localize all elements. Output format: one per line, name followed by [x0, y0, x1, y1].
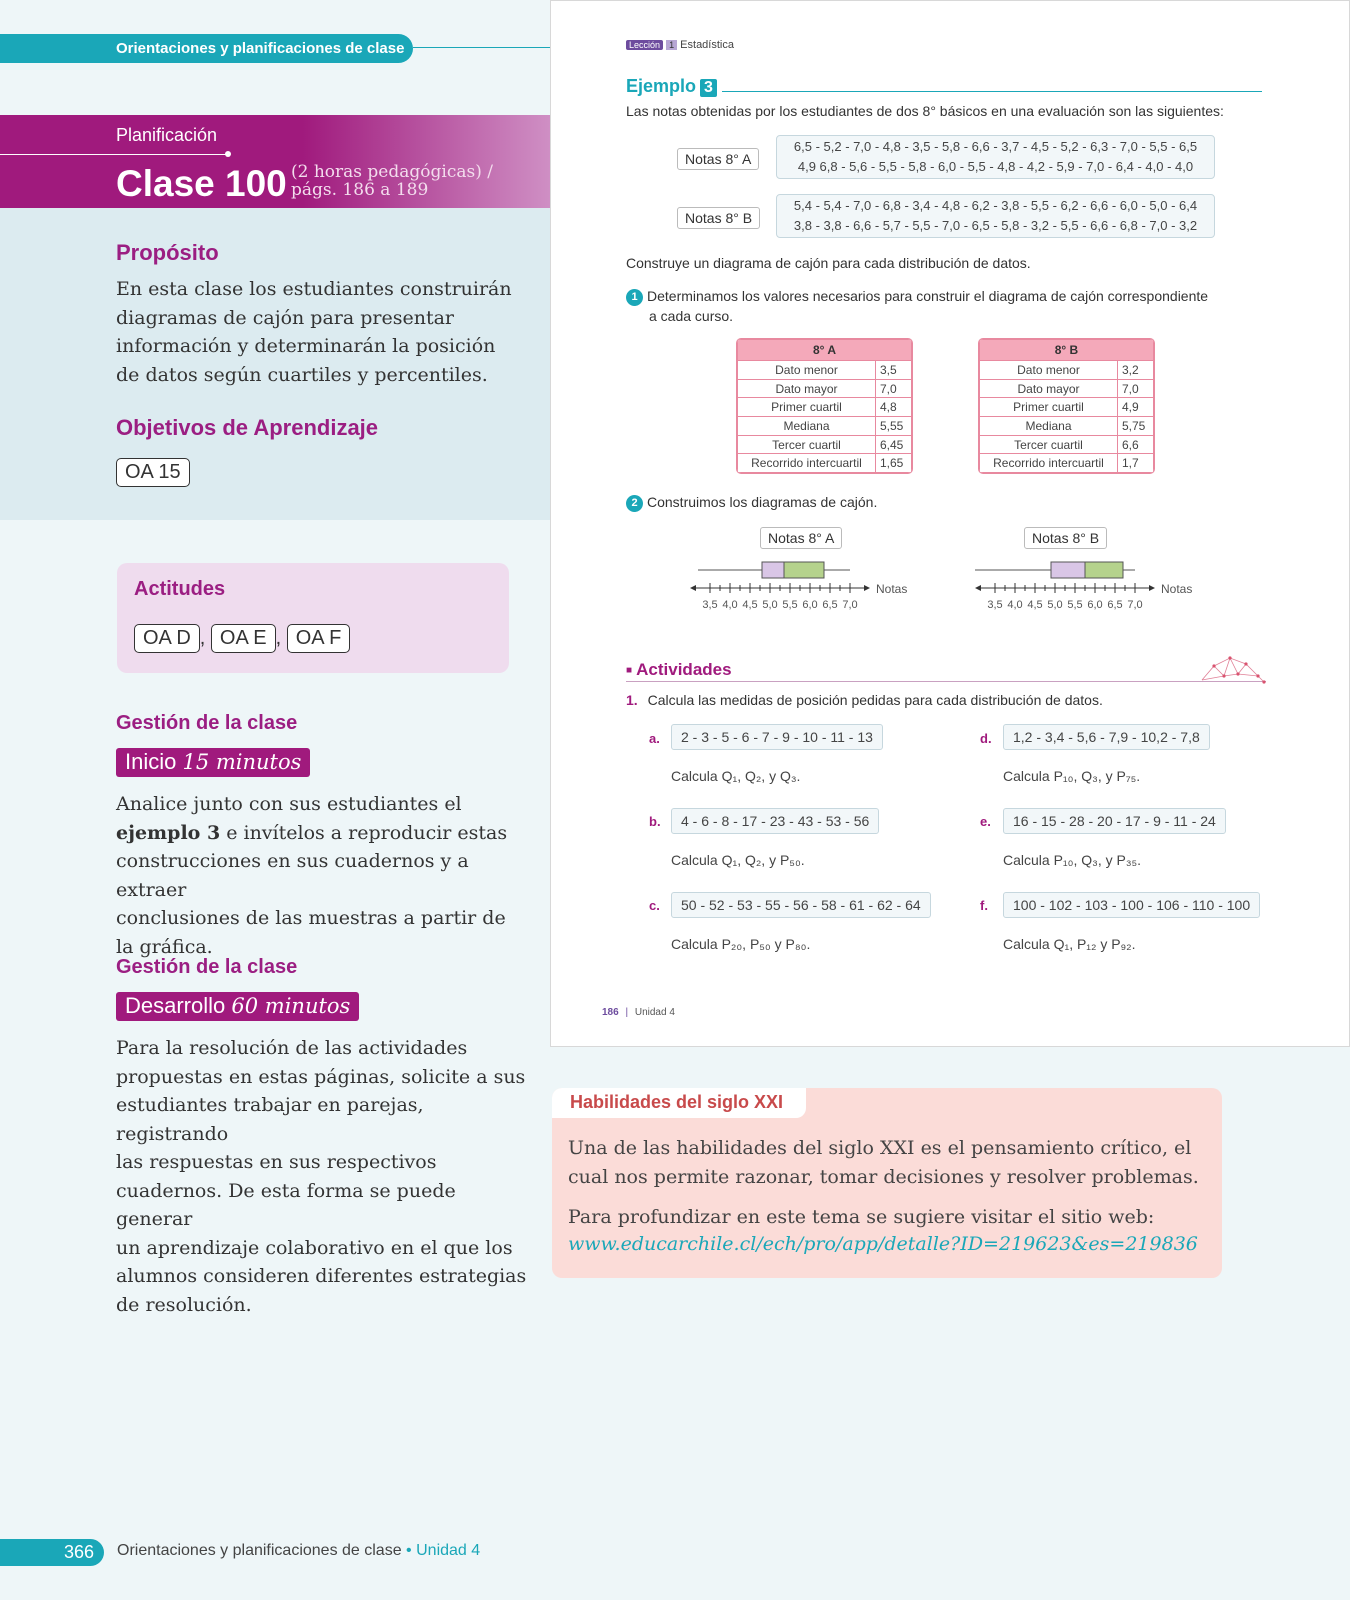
desarrollo-badge: Desarrollo 60 minutos — [116, 992, 359, 1021]
planning-rule — [0, 154, 228, 155]
table-row: Mediana 5,55 — [738, 417, 912, 436]
stats-table-a — [736, 338, 913, 474]
actitudes-list: OA D , OA E , OA F — [134, 624, 350, 653]
oa-badge: OA F — [287, 624, 351, 653]
lesson-breadcrumb: Lección 1 Estadística — [626, 39, 734, 51]
item-letter: c. — [649, 898, 660, 913]
oa-badge: OA E — [211, 624, 276, 653]
notas-a-label: Notas 8° A — [677, 148, 759, 170]
tick-label: 5,5 — [782, 599, 798, 611]
network-decoration-icon — [1200, 654, 1268, 684]
proposito-heading: Propósito — [116, 240, 219, 265]
habilidades-heading: Habilidades del siglo XXI — [570, 1092, 784, 1112]
item-data: 2 - 3 - 5 - 6 - 7 - 9 - 10 - 11 - 13 — [671, 724, 883, 750]
axis-arrow-left — [975, 585, 981, 591]
objetivos-heading: Objetivos de Aprendizaje — [116, 415, 379, 440]
item-letter: e. — [980, 814, 991, 829]
tick-label: 4,5 — [742, 599, 758, 611]
educarchile-link[interactable]: www.educarchile.cl/ech/pro/app/detalle?ID=219623&es=219836 — [568, 1233, 1198, 1255]
table-row: Primer cuartil 4,9 — [980, 398, 1154, 417]
table-row: Dato mayor 7,0 — [738, 379, 912, 398]
table-row: Dato menor 3,5 — [738, 361, 912, 380]
actitudes-heading: Actitudes — [134, 578, 226, 600]
step-1: 1 Determinamos los valores necesarios para construir el diagrama de cajón correspondiente a cada curso. — [626, 286, 1246, 326]
boxplot-a — [680, 550, 950, 620]
boxplot-title-a: Notas 8° A — [760, 527, 842, 549]
box-lower — [762, 562, 784, 578]
table-row: Tercer cuartil 6,45 — [738, 435, 912, 454]
tick-label: 5,0 — [1047, 599, 1063, 611]
tick-label: 4,0 — [1007, 599, 1023, 611]
item-ask: Calcula Q₁, Q₂, y Q₃. — [671, 768, 801, 784]
item-letter: f. — [980, 898, 988, 913]
item-letter: a. — [649, 731, 660, 746]
tick-label: 5,5 — [1067, 599, 1083, 611]
notas-b-data: 5,4 - 5,4 - 7,0 - 6,8 - 3,4 - 4,8 - 6,2 - 3,8 - 5,5 - 6,2 - 6,6 - 6,0 - 5,0 - 6,4 3,8 - 3,8 - 6,6 - 5,7 - 5,5 - 7,0 - 6,5 - 5,8 - 3,2 - 5,5 - 6,6 - 6,8 - 7,0 - 3,2 — [776, 194, 1215, 238]
actividades-rule — [626, 681, 1266, 682]
planning-label: Planificación — [116, 125, 218, 145]
tick-label: 6,5 — [822, 599, 838, 611]
ejemplo-title: Ejemplo 3 — [626, 76, 717, 97]
box-lower — [1051, 562, 1085, 578]
construye-text: Construye un diagrama de cajón para cada distribución de datos. — [626, 255, 1031, 271]
oa-badge: OA D — [134, 624, 200, 653]
step-number: 2 — [626, 495, 643, 512]
step-2: 2 Construimos los diagramas de cajón. — [626, 494, 877, 512]
tick-label: 4,5 — [1027, 599, 1043, 611]
notas-a-data: 6,5 - 5,2 - 7,0 - 4,8 - 3,5 - 5,8 - 6,6 - 3,7 - 4,5 - 5,2 - 6,3 - 7,0 - 5,5 - 6,5 4,9 6,8 - 5,6 - 5,5 - 5,8 - 6,0 - 5,5 - 4,8 - 4,2 - 5,9 - 7,0 - 6,4 - 4,0 - 4,0 — [776, 135, 1215, 179]
table-row: Primer cuartil 4,8 — [738, 398, 912, 417]
axis-arrow-right — [864, 585, 870, 591]
tick-label: 5,0 — [762, 599, 778, 611]
axis-label: Notas — [1161, 582, 1193, 596]
actividades-instruction: 1. Calcula las medidas de posición pedidas para cada distribución de datos. — [626, 692, 1103, 708]
item-ask: Calcula P₁₀, Q₃, y P₃₅. — [1003, 852, 1142, 868]
ejemplo-rule — [722, 91, 1262, 92]
table-row: Dato menor 3,2 — [980, 361, 1154, 380]
gestion-inicio-text: Analice junto con sus estudiantes el ejemplo 3 e invítelos a reproducir estas construcciones en sus cuadernos y a extraer conclusiones de las muestras a partir de la gráfica. — [116, 793, 508, 958]
item-letter: b. — [649, 814, 661, 829]
gestion-desarrollo-text: Para la resolución de las actividades propuestas en estas páginas, solicite a sus estudiantes trabajar en parejas, registrando las respuestas en sus respectivos cuadernos. De esta forma se puede generar un aprendizaje colaborativo en el que los alumnos consideren diferentes estrategias de resolución. — [116, 1037, 527, 1316]
table-row: Recorrido intercuartil 1,7 — [980, 454, 1154, 473]
box-upper — [1085, 562, 1123, 578]
item-data: 50 - 52 - 53 - 55 - 56 - 58 - 61 - 62 - 64 — [671, 892, 931, 918]
table-title: 8° A — [738, 340, 912, 361]
item-ask: Calcula P₁₀, Q₃, y P₇₅. — [1003, 768, 1141, 784]
axis-label: Notas — [876, 582, 908, 596]
gestion-heading: Gestión de la clase — [116, 712, 298, 734]
tick-label: 3,5 — [987, 599, 1003, 611]
item-ask: Calcula Q₁, P₁₂ y P₉₂. — [1003, 936, 1136, 952]
tick-label: 7,0 — [842, 599, 858, 611]
table-row: Dato mayor 7,0 — [980, 379, 1154, 398]
table-row: Tercer cuartil 6,6 — [980, 435, 1154, 454]
table-title: 8° B — [980, 340, 1154, 361]
item-data: 100 - 102 - 103 - 100 - 106 - 110 - 100 — [1003, 892, 1260, 918]
page-number: 366 — [0, 1539, 104, 1566]
table-row: Mediana 5,75 — [980, 417, 1154, 436]
tick-label: 4,0 — [722, 599, 738, 611]
habilidades-text: Una de las habilidades del siglo XXI es el pensamiento crítico, el cual nos permite razonar, tomar decisiones y resolver problemas. Para profundizar en este tema se sugiere visitar el sitio web: — [568, 1137, 1199, 1228]
table-row: Recorrido intercuartil 1,65 — [738, 454, 912, 473]
boxplot-b — [965, 550, 1235, 620]
step-number: 1 — [626, 289, 643, 306]
class-subtitle: (2 horas pedagógicas) / págs. 186 a 189 — [291, 162, 493, 200]
item-letter: d. — [980, 731, 992, 746]
footer-text: Orientaciones y planificaciones de clase • Unidad 4 — [117, 1542, 481, 1559]
gestion-heading: Gestión de la clase — [116, 956, 298, 978]
boxplot-title-b: Notas 8° B — [1024, 527, 1107, 549]
item-data: 4 - 6 - 8 - 17 - 23 - 43 - 53 - 56 — [671, 808, 879, 834]
tick-label: 7,0 — [1127, 599, 1143, 611]
actividades-heading: ■ Actividades — [626, 660, 732, 679]
stats-table-b — [978, 338, 1155, 474]
item-ask: Calcula Q₁, Q₂, y P₅₀. — [671, 852, 805, 868]
tick-label: 6,5 — [1107, 599, 1123, 611]
inicio-badge: Inicio 15 minutos — [116, 748, 310, 777]
axis-arrow-left — [690, 585, 696, 591]
item-data: 1,2 - 3,4 - 5,6 - 7,9 - 10,2 - 7,8 — [1003, 724, 1210, 750]
tick-label: 6,0 — [1087, 599, 1103, 611]
item-ask: Calcula P₂₀, P₅₀ y P₈₀. — [671, 936, 811, 952]
class-title: Clase 100 — [116, 163, 287, 204]
ejemplo-intro: Las notas obtenidas por los estudiantes de dos 8° básicos en una evaluación son las siguientes: — [626, 103, 1224, 119]
notas-b-label: Notas 8° B — [677, 207, 760, 229]
page-footer: 186 | Unidad 4 — [602, 1007, 675, 1018]
header-rule — [413, 47, 551, 48]
oa-badge: OA 15 — [116, 458, 190, 487]
axis-arrow-right — [1149, 585, 1155, 591]
box-upper — [784, 562, 824, 578]
header-tab: Orientaciones y planificaciones de clase — [0, 34, 413, 63]
tick-label: 3,5 — [702, 599, 718, 611]
item-data: 16 - 15 - 28 - 20 - 17 - 9 - 11 - 24 — [1003, 808, 1226, 834]
tick-label: 6,0 — [802, 599, 818, 611]
proposito-text: En esta clase los estudiantes construirán diagramas de cajón para presentar información y determinarán la posición de datos según cuartiles y percentiles. — [116, 278, 512, 386]
